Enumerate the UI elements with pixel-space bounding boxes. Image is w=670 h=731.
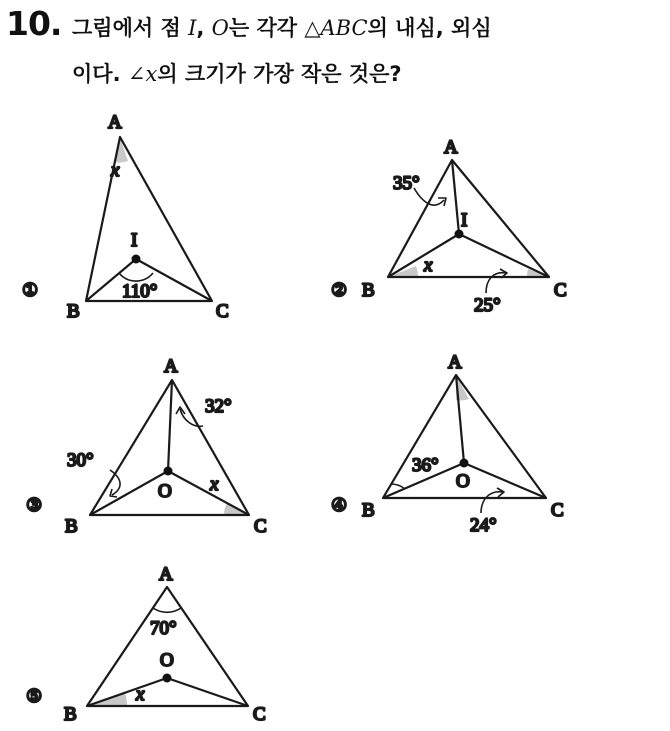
vertex-a: A (444, 137, 458, 158)
choice-2: ② (331, 280, 348, 301)
triangle-symbol: △ (304, 16, 321, 40)
vertex-a: A (159, 564, 173, 585)
var-i: I (188, 16, 197, 40)
choice-1: ① (22, 280, 39, 301)
vertex-c: C (253, 704, 266, 725)
center-label: O (456, 471, 470, 492)
comma: , (196, 16, 212, 40)
segment-ao (168, 380, 172, 471)
segment-co (167, 678, 248, 706)
triangle-name: ABC (320, 16, 368, 40)
vertex-c: C (216, 301, 229, 322)
given-angle-36: 36° (412, 455, 439, 476)
choice-4: ④ (331, 495, 348, 516)
vertex-c: C (554, 280, 567, 301)
center-label: O (158, 481, 172, 502)
segment-bo (90, 471, 168, 515)
vertex-b: B (65, 516, 78, 537)
given-angle-35: 35° (393, 173, 420, 194)
text-segment: 의 내심, 외심 (367, 16, 492, 40)
given-angle: 70° (150, 618, 177, 639)
given-angle-25: 25° (474, 295, 501, 316)
angle-x-label: x (424, 255, 433, 276)
figure-1 (86, 137, 212, 301)
angle-x-label: x (111, 160, 120, 181)
angle-x-label: x (136, 684, 145, 705)
incenter-point (132, 255, 141, 264)
segment-ai (452, 160, 459, 234)
var-o: O (211, 16, 229, 40)
given-angle-32: 32° (205, 396, 232, 417)
vertex-c: C (254, 516, 267, 537)
angle-symbol: ∠ (127, 62, 146, 86)
vertex-a: A (108, 112, 122, 133)
text-segment: 의 크기가 가장 작은 것은? (157, 62, 402, 86)
triangle-5 (87, 587, 248, 706)
given-angle-30: 30° (67, 450, 94, 471)
vertex-a: A (164, 356, 178, 377)
given-angle: 110° (122, 281, 158, 302)
circumcenter-point (163, 674, 172, 683)
vertex-c: C (551, 500, 564, 521)
vertex-b: B (64, 704, 77, 725)
vertex-b: B (67, 301, 80, 322)
center-label: I (461, 210, 468, 231)
text-segment: 그림에서 점 (72, 16, 189, 40)
vertex-a: A (448, 352, 462, 373)
angle-arc-36 (391, 484, 405, 489)
circumcenter-point (164, 467, 173, 476)
question-number: 10. (6, 4, 62, 43)
angle-arc-bic (119, 273, 153, 281)
circumcenter-point (460, 459, 469, 468)
text-segment: 이다. (72, 62, 128, 86)
vertex-b: B (362, 280, 375, 301)
figure-5 (87, 587, 248, 706)
choice-5: ⑤ (26, 686, 43, 707)
segment-bo (87, 678, 167, 706)
given-angle-24: 24° (470, 515, 497, 536)
text-segment: 는 각각 (228, 16, 305, 40)
angle-arc-70 (153, 608, 181, 612)
center-label: I (131, 230, 138, 251)
vertex-b: B (362, 500, 375, 521)
angle-x-label: x (210, 474, 219, 495)
choice-3: ③ (26, 495, 43, 516)
var-x: x (145, 62, 158, 86)
center-label: O (160, 650, 174, 671)
figure-4 (383, 375, 546, 513)
